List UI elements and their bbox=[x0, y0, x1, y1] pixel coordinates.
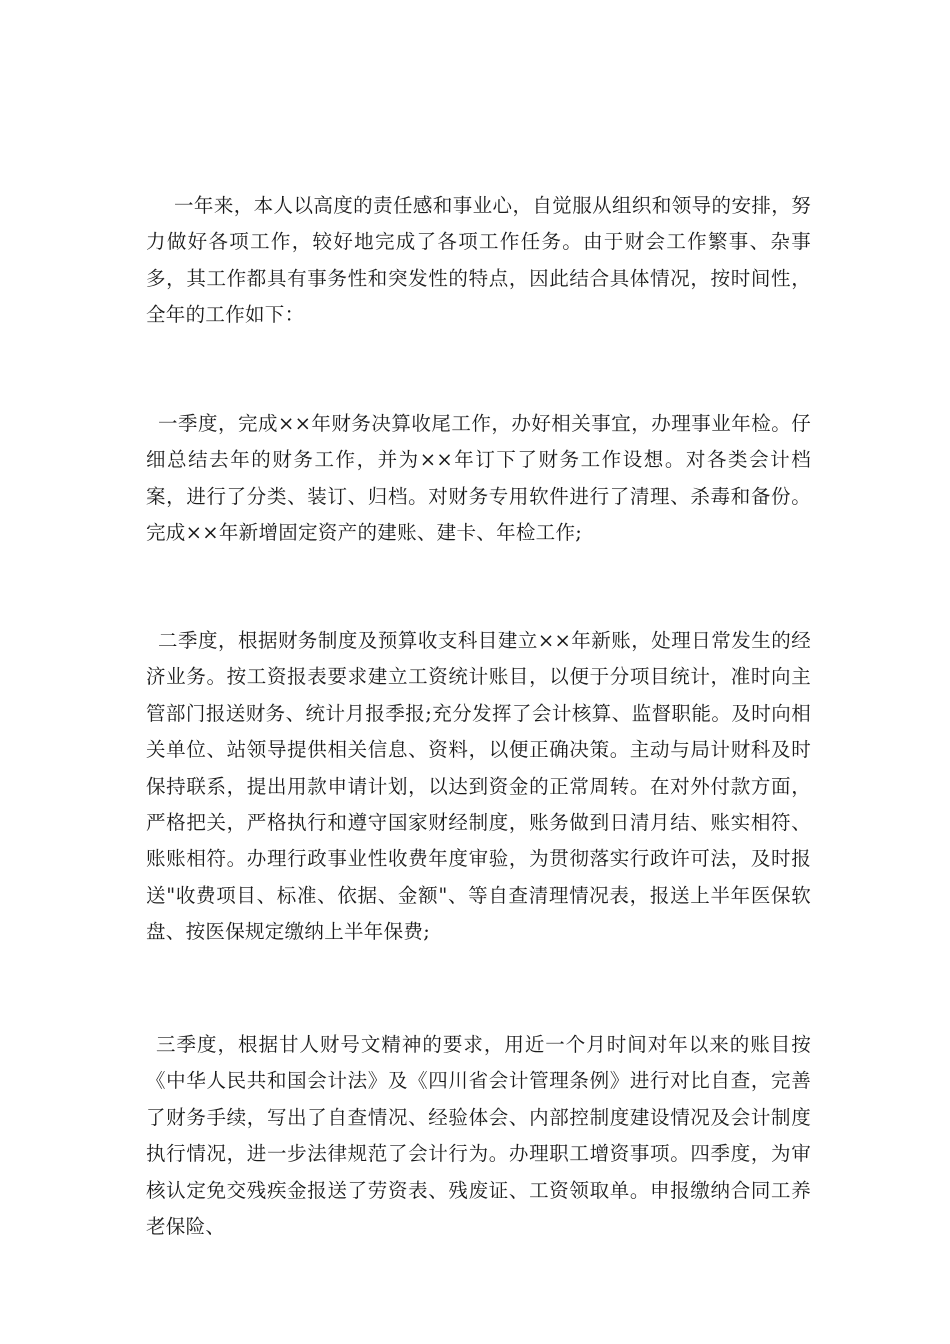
paragraph-q2: 二季度，根据财务制度及预算收支科目建立××年新账，处理日常发生的经济业务。按工资报表要求建立工资统计账目，以便于分项目统计，准时向主管部门报送财务、统计月报季报;充分发挥了会计核算、监督职能。及时向相关单位、站领导提供相关信息、资料，以便正确决策。主动与局计财科及时保持联系，提出用款申请计划，以达到资金的正常周转。在对外付款方面，严格把关，严格执行和遵守国家财经制度，账务做到日清月结、账实相符、账账相符。办理行政事业性收费年度审验，为贯彻落实行政许可法，及时报送"收费项目、标准、依据、金额"、等自查清理情况表，报送上半年医保软盘、按医保规定缴纳上半年保费; bbox=[146, 629, 811, 944]
paragraph-intro: 一年来，本人以高度的责任感和事业心，自觉服从组织和领导的安排，努力做好各项工作，较好地完成了各项工作任务。由于财会工作繁事、杂事多，其工作都具有事务性和突发性的特点，因此结合具体情况，按时间性，全年的工作如下： bbox=[146, 194, 811, 327]
paragraph-q3-q4: 三季度，根据甘人财号文精神的要求，用近一个月时间对年以来的账目按《中华人民共和国会计法》及《四川省会计管理条例》进行对比自查，完善了财务手续，写出了自查情况、经验体会、内部控制度建设情况及会计制度执行情况，进一步法律规范了会计行为。办理职工增资事项。四季度，为审核认定免交残疾金报送了劳资表、残废证、工资领取单。申报缴纳合同工养老保险、 bbox=[146, 1033, 811, 1239]
paragraph-q1: 一季度，完成××年财务决算收尾工作，办好相关事宜，办理事业年检。仔细总结去年的财务工作，并为××年订下了财务工作设想。对各类会计档案，进行了分类、装订、归档。对财务专用软件进行了清理、杀毒和备份。完成××年新增固定资产的建账、建卡、年检工作; bbox=[146, 412, 811, 545]
